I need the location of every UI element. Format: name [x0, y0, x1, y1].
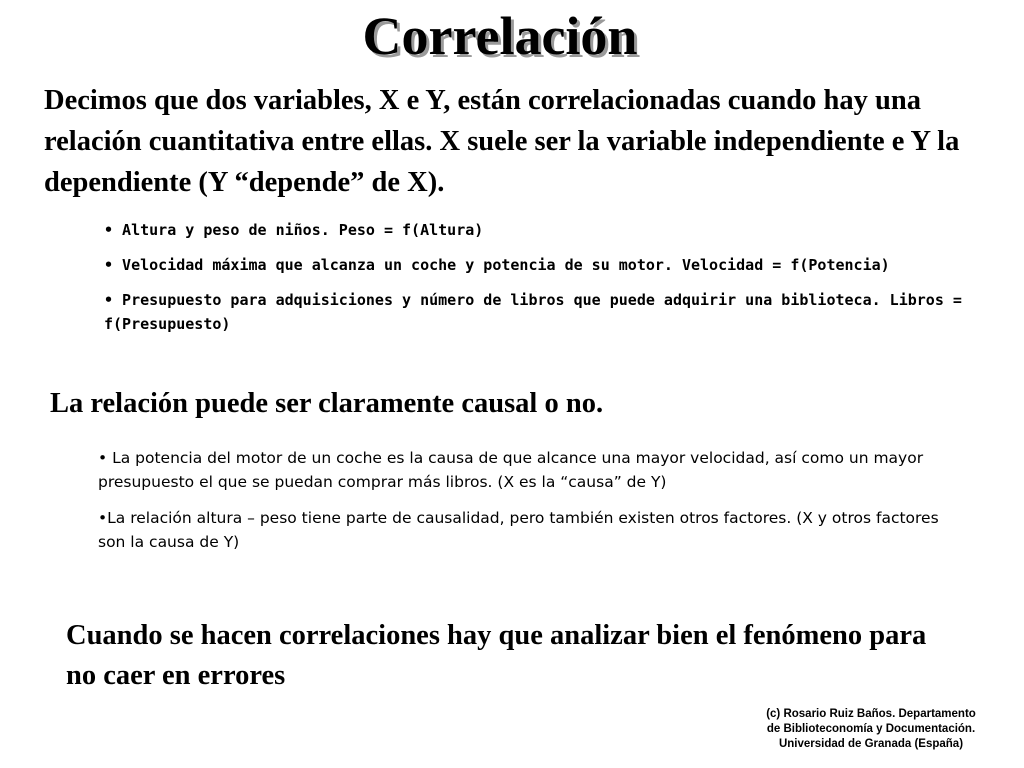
example-item-height-weight: • Altura y peso de niños. Peso = f(Altura) [104, 221, 484, 239]
example-item-budget-books: • Presupuesto para adquisiciones y número de libros que puede adquirir una biblioteca. Libros = f(Presupuesto) [104, 291, 962, 333]
causal-point-engine: • La potencia del motor de un coche es la causa de que alcance una mayor velocidad, así como un mayor presupuesto el que se puedan comprar más libros. (X es la “causa” de Y) [98, 449, 924, 491]
credit-line: de Biblioteconomía y Documentación. [766, 723, 976, 735]
copyright-credit [736, 707, 1006, 752]
causal-point-height-weight: •La relación altura – peso tiene parte de causalidad, pero también existen otros factores. (X y otros factores son la causa de Y) [98, 509, 939, 551]
causal-heading: La relación puede ser claramente causal o no. [50, 388, 604, 419]
example-item-speed-power: • Velocidad máxima que alcanza un coche y potencia de su motor. Velocidad = f(Potencia) [104, 256, 890, 274]
closing-statement: Cuando se hacen correlaciones hay que analizar bien el fenómeno para no caer en errores [66, 620, 927, 691]
slide-title: Correlación [362, 6, 638, 66]
credit-line: Universidad de Granada (España) [778, 738, 964, 750]
intro-paragraph: Decimos que dos variables, X e Y, están correlacionadas cuando hay una relación cuantitativa entre ellas. X suele ser la variable independiente e Y la dependiente (Y “depende” de X). [44, 85, 960, 198]
examples-list [104, 218, 1004, 347]
credit-line: (c) Rosario Ruiz Baños. Departamento [766, 708, 976, 720]
causal-points-list [98, 446, 968, 566]
